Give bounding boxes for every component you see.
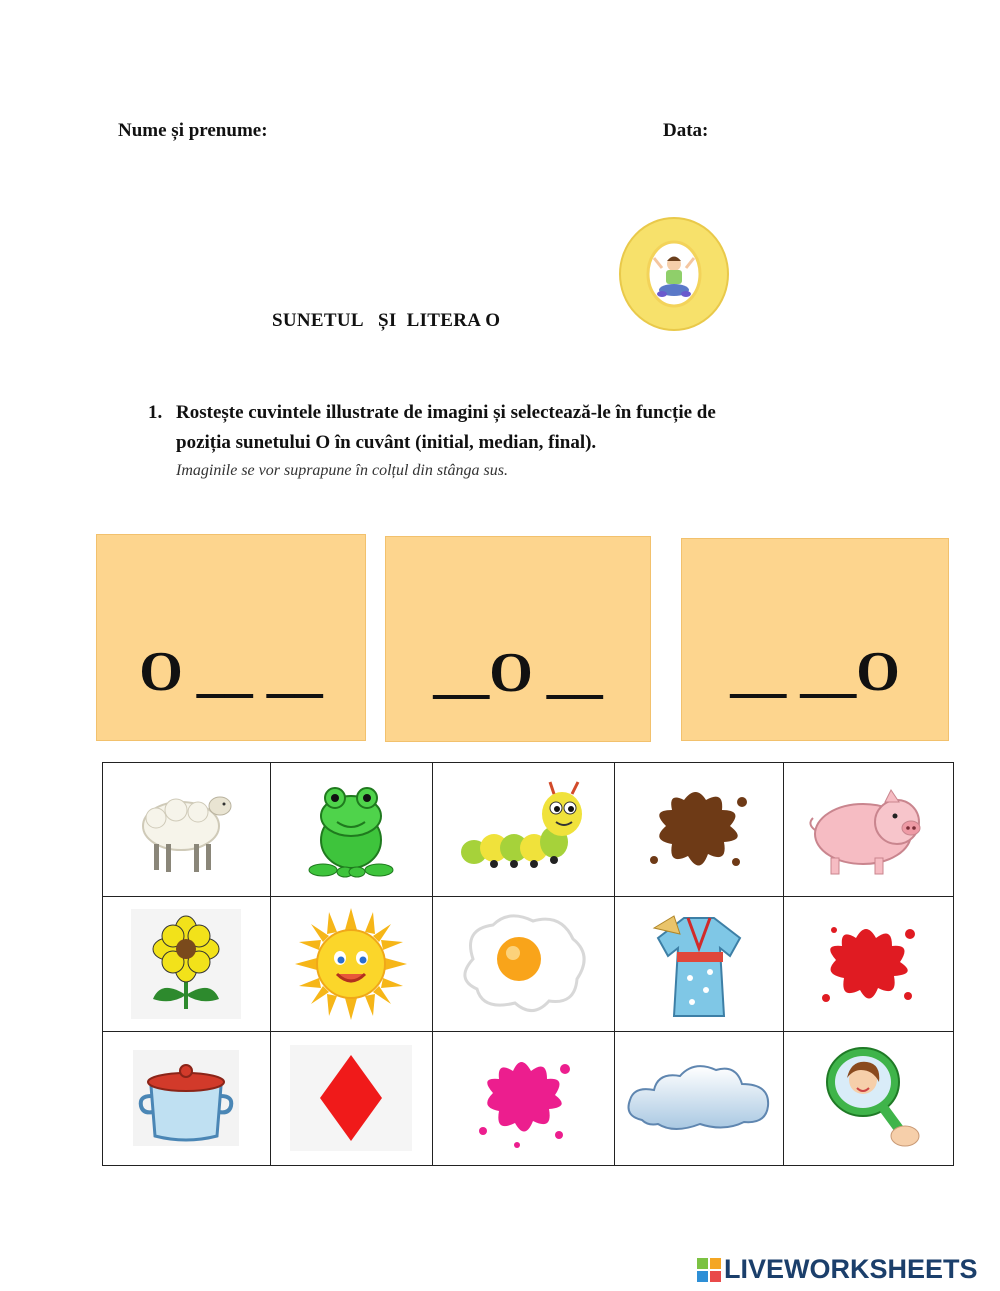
frog-image[interactable] (301, 780, 401, 880)
drop-zone-final[interactable] (681, 538, 949, 741)
sheep-image[interactable] (136, 782, 236, 878)
flower-image[interactable] (131, 909, 241, 1019)
pattern-median: __O __ (433, 642, 603, 704)
drop-zone-median[interactable] (385, 536, 651, 742)
instruction-line-1: Rostește cuvintele illustrate de imagini și selectează-le în funcție de (176, 402, 716, 423)
pot-image[interactable] (133, 1050, 239, 1146)
grid-cell (615, 897, 784, 1031)
grid-cell (432, 763, 615, 897)
grid-cell (103, 763, 271, 897)
grid-cell (615, 763, 784, 897)
image-grid (102, 762, 954, 1166)
fried-egg-image[interactable] (453, 909, 593, 1019)
mirror-image[interactable] (811, 1040, 927, 1156)
caterpillar-image[interactable] (458, 778, 588, 882)
cloud-image[interactable] (624, 1058, 774, 1138)
diamond-image[interactable] (290, 1045, 412, 1151)
drop-zone-initial[interactable] (96, 534, 366, 741)
logo-text: LIVEWORKSHEETS (724, 1254, 978, 1284)
grid-cell (784, 897, 954, 1031)
pig-image[interactable] (805, 780, 933, 880)
grid-cell (784, 1031, 954, 1165)
kimono-image[interactable] (644, 908, 754, 1020)
red-splash-image[interactable] (814, 914, 924, 1014)
grid-cell (270, 897, 432, 1031)
grid-cell (432, 897, 615, 1031)
date-label: Data: (663, 120, 709, 141)
pink-splash-image[interactable] (473, 1045, 573, 1151)
instruction-number: 1. (148, 402, 163, 423)
grid-cell (103, 1031, 271, 1165)
brown-splash-image[interactable] (644, 780, 754, 880)
page-title: SUNETUL ȘI LITERA O (272, 310, 501, 331)
liveworksheets-logo (697, 1254, 978, 1285)
liveworksheets-badge-icon (697, 1258, 721, 1282)
grid-cell (270, 1031, 432, 1165)
pattern-final: __ __O (730, 641, 900, 703)
grid-cell (103, 897, 271, 1031)
instruction-line-2: poziția sunetului O în cuvânt (initial, median, final). (176, 432, 597, 453)
sun-image[interactable] (293, 906, 409, 1022)
name-label: Nume și prenume: (118, 120, 268, 141)
pattern-initial: O __ __ (139, 641, 323, 703)
grid-cell (615, 1031, 784, 1165)
instruction-note: Imaginile se vor suprapune în colțul din stânga sus. (176, 462, 508, 479)
letter-o-mascot-icon (616, 214, 732, 332)
grid-cell (270, 763, 432, 897)
grid-cell (432, 1031, 615, 1165)
grid-cell (784, 763, 954, 897)
